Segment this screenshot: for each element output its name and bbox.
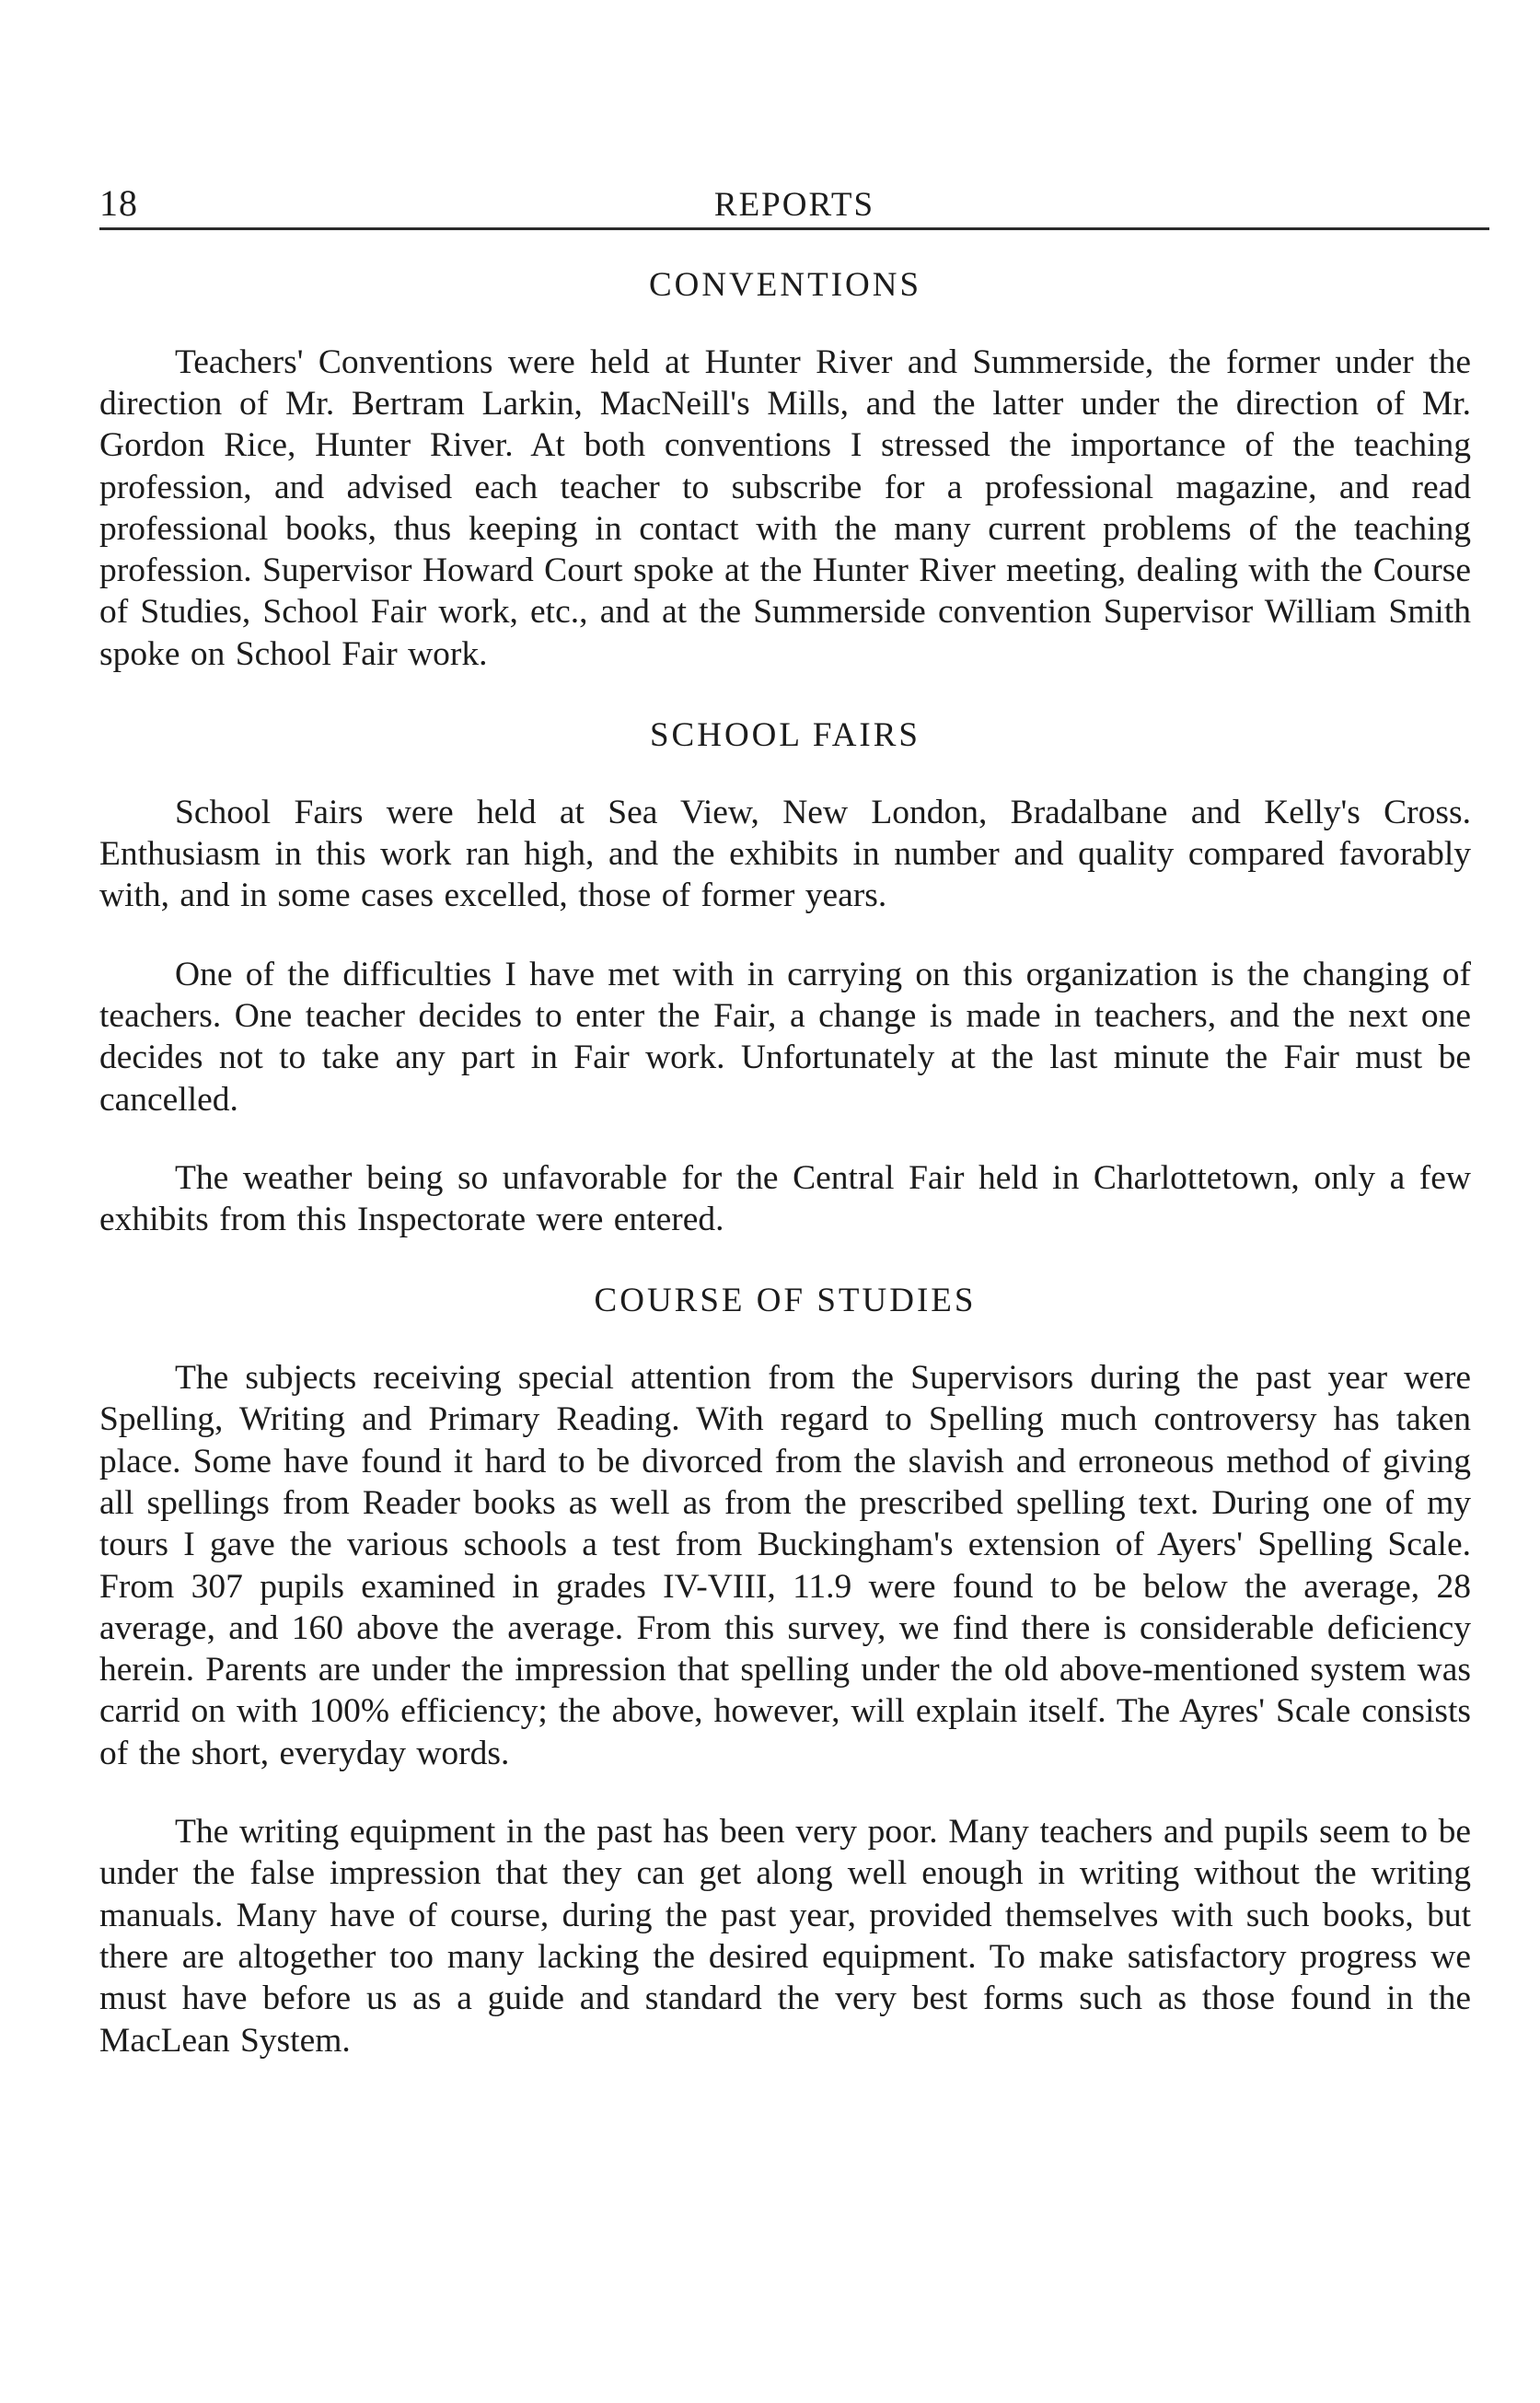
paragraph: One of the difficulties I have met with in carrying on this organization is the changing of teachers. One teacher decides to enter the Fair, a change is made in teachers, and the next one decides not to take any part in Fair work. Unfortunately at the last minute the Fair must be cancelled. bbox=[99, 955, 1471, 1119]
section-conventions bbox=[99, 267, 1471, 675]
section-school-fairs bbox=[99, 717, 1471, 1240]
paragraph: Teachers' Conventions were held at Hunter River and Summerside, the former under the direction of Mr. Bertram Larkin, MacNeill's Mills, and the latter under the direction of Mr. Gordon Rice, Hunter River. At both conventions I stressed the importance of the teaching profession, and advised each teacher to subscribe for a professional magazine, and read professional books, thus keeping in contact with the many current problems of the teaching profession. Supervisor Howard Court spoke at the Hunter River meeting, dealing with the Course of Studies, School Fair work, etc., and at the Summerside convention Supervisor William Smith spoke on School Fair work. bbox=[99, 342, 1471, 673]
paragraph: The subjects receiving special attention from the Supervisors during the past year were Spelling, Writing and Primary Reading. With regard to Spelling much controversy has taken place. Some have found it hard to be divorced from the slavish and erroneous method of giving all spellings from Reader books as well as from the prescribed spelling text. During one of my tours I gave the various schools a test from Buckingham's extension of Ayers' Spelling Scale. From 307 pupils examined in grades IV-VIII, 11.9 were found to be below the average, 28 average, and 160 above the average. From this survey, we find there is considerable deficiency herein. Parents are under the impression that spelling under the old above-mentioned system was carrid on with 100% efficiency; the above, however, will explain itself. The Ayres' Scale consists of the short, everyday words. bbox=[99, 1359, 1471, 1772]
paragraph: The weather being so unfavorable for the Central Fair held in Charlottetown, only a few exhibits from this Inspectorate were entered. bbox=[99, 1158, 1471, 1239]
running-title: REPORTS bbox=[713, 186, 875, 224]
page-number: 18 bbox=[99, 182, 138, 224]
paragraph: School Fairs were held at Sea View, New London, Bradalbane and Kelly's Cross. Enthusiasm in this work ran high, and the exhibits in number and quality compared favorably with, and in some cases excelled, those of former years. bbox=[99, 793, 1471, 915]
header-rule bbox=[99, 227, 1489, 230]
section-heading: SCHOOL FAIRS bbox=[649, 716, 921, 755]
section-heading: COURSE OF STUDIES bbox=[594, 1282, 977, 1320]
page-body bbox=[99, 267, 1471, 2061]
paragraph: The writing equipment in the past has been very poor. Many teachers and pupils seem to be under the false impression that they can get along well enough in writing without the writing manuals. Many have of course, during the past year, provided themselves with such books, but there are altogether too many lacking the desired equipment. To make satisfactory progress we must have before us as a guide and standard the very best forms such as those found in the MacLean System. bbox=[99, 1813, 1471, 2060]
page-header bbox=[99, 173, 1489, 230]
section-heading: CONVENTIONS bbox=[648, 266, 922, 304]
section-course-of-studies bbox=[99, 1283, 1471, 2061]
